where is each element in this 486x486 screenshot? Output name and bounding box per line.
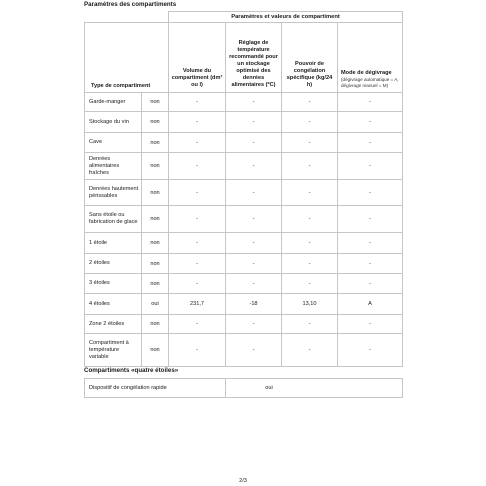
- cell-present: non: [142, 315, 169, 334]
- cell-present: non: [142, 206, 169, 233]
- cell-volume: -: [169, 112, 226, 133]
- cell-temperature: -: [226, 274, 282, 294]
- cell-temperature: -: [226, 233, 282, 254]
- cell-volume: -: [169, 315, 226, 334]
- cell-compartment-type: Zone 2 étoiles: [85, 315, 142, 334]
- cell-defrost-mode: -: [338, 112, 403, 133]
- table-row: [85, 254, 403, 274]
- cell-volume: -: [169, 133, 226, 153]
- cell-compartment-type: 4 étoiles: [85, 294, 142, 315]
- cell-temperature: -: [226, 153, 282, 180]
- cell-defrost-mode: -: [338, 133, 403, 153]
- cell-defrost-mode: -: [338, 93, 403, 112]
- cell-present: non: [142, 334, 169, 367]
- cell-compartment-type: Sans étoile ou fabrication de glace: [85, 206, 142, 233]
- cell-temperature: -: [226, 206, 282, 233]
- cell-present: non: [142, 180, 169, 206]
- cell-present: non: [142, 133, 169, 153]
- cell-defrost-mode: -: [338, 254, 403, 274]
- cell-temperature: -: [226, 180, 282, 206]
- cell-present: non: [142, 233, 169, 254]
- cell-compartment-type: Stockage du vin: [85, 112, 142, 133]
- rapid-freeze-label: Dispositif de congélation rapide: [85, 379, 226, 398]
- cell-freezing-capacity: -: [282, 334, 338, 367]
- table-row: [85, 133, 403, 153]
- cell-freezing-capacity: -: [282, 274, 338, 294]
- table-row: [85, 206, 403, 233]
- rapid-freeze-table: [84, 378, 403, 398]
- cell-volume: -: [169, 93, 226, 112]
- cell-compartment-type: 1 étoile: [85, 233, 142, 254]
- cell-temperature: -: [226, 254, 282, 274]
- section-title-compartment-parameters: Paramètres des compartiments: [84, 1, 177, 8]
- cell-freezing-capacity: -: [282, 315, 338, 334]
- cell-freezing-capacity: -: [282, 233, 338, 254]
- cell-present: non: [142, 93, 169, 112]
- cell-defrost-mode: A: [338, 294, 403, 315]
- header-freezing-capacity: Pouvoir de congélation spécifique (kg/24 h): [282, 23, 338, 93]
- cell-compartment-type: 2 étoiles: [85, 254, 142, 274]
- table-row: [85, 112, 403, 133]
- cell-temperature: -: [226, 334, 282, 367]
- cell-temperature: -18: [226, 294, 282, 315]
- table-row: [85, 315, 403, 334]
- cell-temperature: -: [226, 133, 282, 153]
- cell-volume: -: [169, 206, 226, 233]
- cell-present: non: [142, 112, 169, 133]
- cell-volume: -: [169, 254, 226, 274]
- cell-temperature: -: [226, 93, 282, 112]
- header-blank: [85, 12, 169, 23]
- cell-present: non: [142, 254, 169, 274]
- section-title-four-star: Compartiments «quatre étoiles»: [84, 367, 179, 374]
- table-row: [85, 180, 403, 206]
- header-group-parameters: Paramètres et valeurs de compartiment: [169, 12, 403, 23]
- cell-compartment-type: Cave: [85, 133, 142, 153]
- cell-freezing-capacity: 13,10: [282, 294, 338, 315]
- header-compartment-type: Type de compartiment: [85, 23, 169, 93]
- rapid-freeze-row: [85, 379, 403, 398]
- cell-compartment-type: Compartiment à température variable: [85, 334, 142, 367]
- table-row: [85, 334, 403, 367]
- cell-freezing-capacity: -: [282, 153, 338, 180]
- cell-volume: 231,7: [169, 294, 226, 315]
- cell-freezing-capacity: -: [282, 180, 338, 206]
- cell-volume: -: [169, 334, 226, 367]
- cell-compartment-type: Denrées hautement périssables: [85, 180, 142, 206]
- page-number: 2/3: [239, 478, 247, 484]
- cell-defrost-mode: -: [338, 233, 403, 254]
- cell-volume: -: [169, 274, 226, 294]
- cell-defrost-mode: -: [338, 315, 403, 334]
- header-defrost-subtitle: (dégivrage automatique = A, dégivrage manuel = M): [341, 77, 399, 88]
- cell-volume: -: [169, 233, 226, 254]
- table-row: [85, 153, 403, 180]
- table-row: [85, 294, 403, 315]
- cell-defrost-mode: -: [338, 274, 403, 294]
- table-row: [85, 93, 403, 112]
- table-row: [85, 233, 403, 254]
- cell-freezing-capacity: -: [282, 112, 338, 133]
- cell-freezing-capacity: -: [282, 93, 338, 112]
- cell-defrost-mode: -: [338, 180, 403, 206]
- rapid-freeze-value: oui: [226, 379, 403, 398]
- table-row: [85, 274, 403, 294]
- cell-freezing-capacity: -: [282, 206, 338, 233]
- header-volume: Volume du compartiment (dm³ ou l): [169, 23, 226, 93]
- cell-defrost-mode: -: [338, 153, 403, 180]
- header-defrost-mode: [338, 23, 403, 93]
- cell-defrost-mode: -: [338, 334, 403, 367]
- cell-temperature: -: [226, 112, 282, 133]
- header-temperature: Réglage de température recommandé pour un stockage optimisé des denrées alimentaires (ºC): [226, 23, 282, 93]
- cell-freezing-capacity: -: [282, 254, 338, 274]
- cell-defrost-mode: -: [338, 206, 403, 233]
- header-defrost-title: Mode de dégivrage: [341, 70, 392, 76]
- cell-compartment-type: Denrées alimentaires fraîches: [85, 153, 142, 180]
- cell-volume: -: [169, 153, 226, 180]
- cell-temperature: -: [226, 315, 282, 334]
- compartment-parameters-table: [84, 11, 403, 367]
- cell-present: non: [142, 274, 169, 294]
- cell-compartment-type: 3 étoiles: [85, 274, 142, 294]
- cell-volume: -: [169, 180, 226, 206]
- cell-present: non: [142, 153, 169, 180]
- cell-freezing-capacity: -: [282, 133, 338, 153]
- cell-compartment-type: Garde-manger: [85, 93, 142, 112]
- cell-present: oui: [142, 294, 169, 315]
